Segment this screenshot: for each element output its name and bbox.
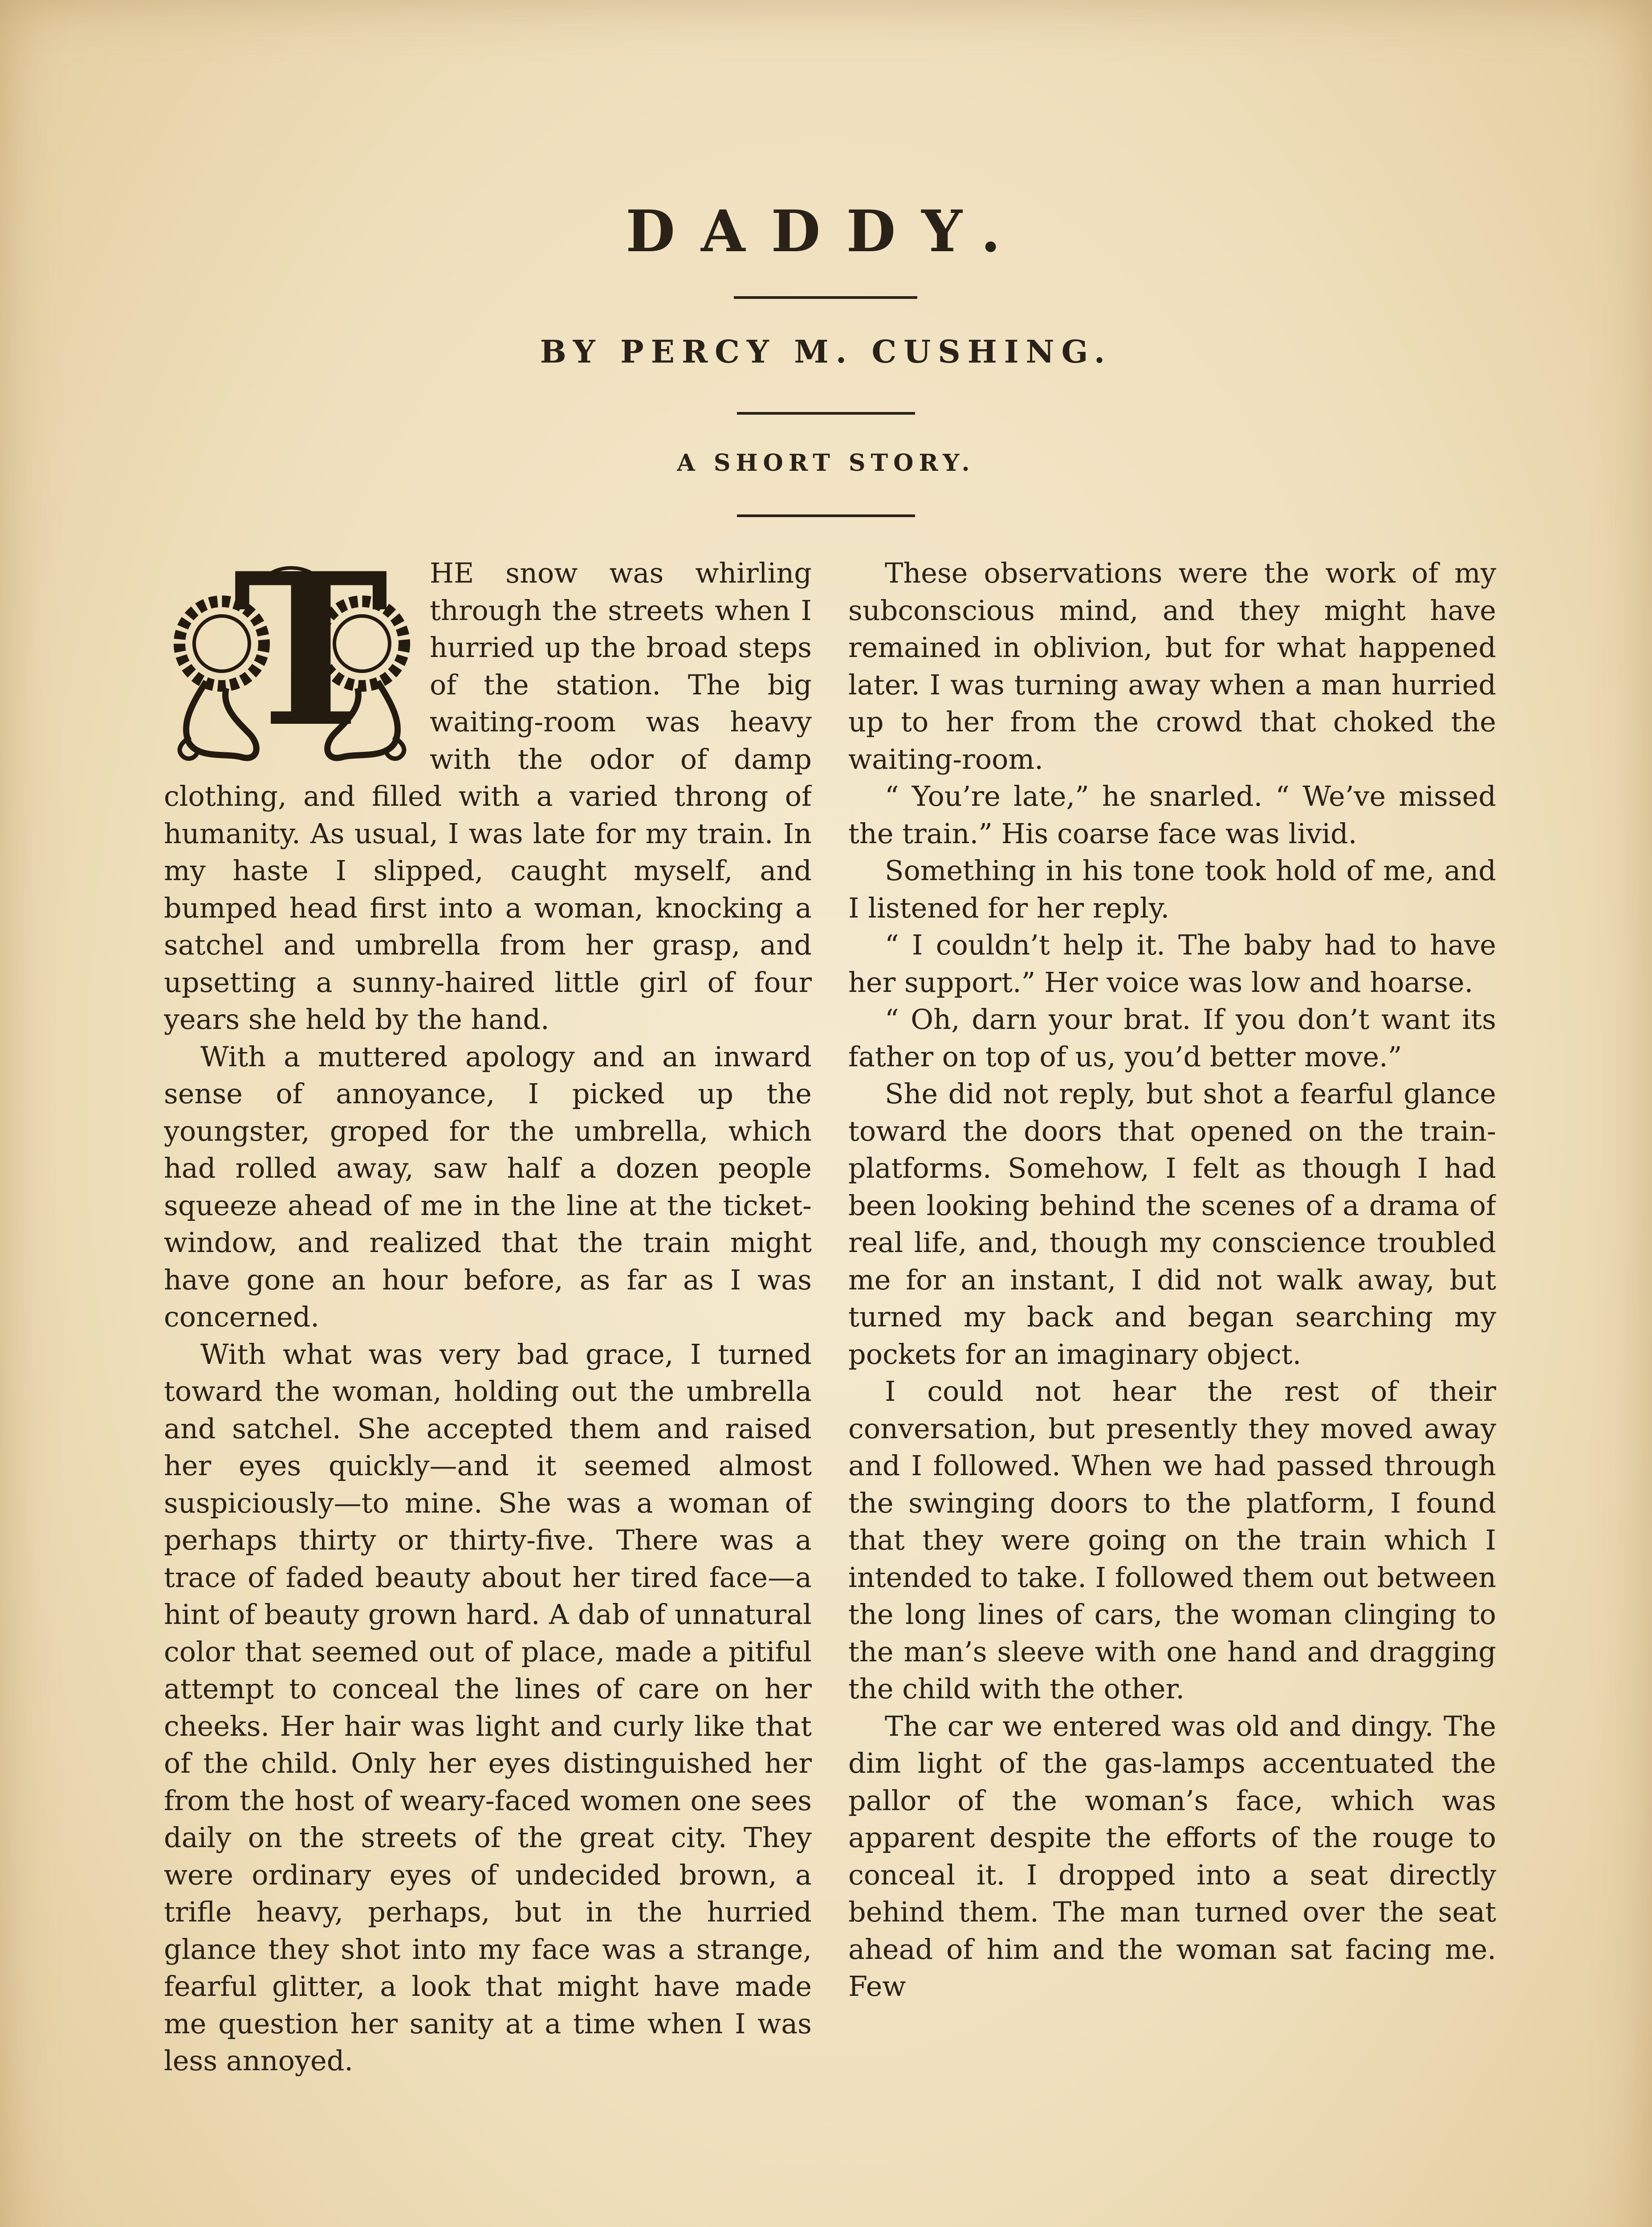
right-paragraph: She did not reply, but shot a fearful glance toward the doors that opened on the train-platforms. Somehow, I felt as though I had been looking behind the scenes of a drama of real life, and, though my conscience troubled me for an instant, I did not walk away, but turned my back and began searching my pockets for an imaginary object. [848,1077,1496,1370]
title-rule [734,296,917,299]
left-column [164,555,812,2203]
right-column [848,555,1496,2203]
story-subtitle: A SHORT STORY. [677,449,975,477]
story-title: DADDY. [626,198,1026,265]
opening-text: HE snow was whirling through the streets when I hurried up the broad steps of the station. The big waiting-room was heavy with the odor of damp clothing, and filled with a varied throng of humanity. As usual, I was late for my train. In my haste I slipped, caught myself, and bumped head first into a woman, knocking a satchel and umbrella from her grasp, and upsetting a sunny-haired little girl of four years she held by the hand. [164,557,812,1036]
byline-rule [737,412,915,415]
right-paragraph: I could not hear the rest of their conversation, but presently they moved away and I followed. When we had passed through the swinging doors to the platform, I found that they were going on the train which I intended to take. I followed them out between the long lines of cars, the woman clinging to the man’s sleeve with one hand and dragging the child with the other. [848,1375,1496,1705]
right-paragraph: “ You’re late,” he snarled. “ We’ve missed the train.” His coarse face was livid. [848,780,1496,850]
right-paragraph: The car we entered was old and dingy. The dim light of the gas-lamps accentuated the pallor of the woman’s face, which was apparent despite the efforts of the rouge to conceal it. I dropped into a seat directly behind them. The man turned over the seat ahead of him and the woman sat facing me. Few [848,1709,1496,2003]
opening-paragraph [164,555,812,1038]
left-paragraph: With a muttered apology and an inward sense of annoyance, I picked up the youngster, groped for the umbrella, which had rolled away, saw half a dozen people squeeze ahead of me in the line at the ticket-window, and realized that the train might have gone an hour before, as far as I was concerned. [164,1040,812,1333]
right-paragraph: “ I couldn’t help it. The baby had to have her support.” Her voice was low and hoarse. [848,929,1496,999]
right-paragraph: These observations were the work of my subconscious mind, and they might have remained in oblivion, but for what happened later. I was turning away when a man hurried up to her from the crowd that choked the waiting-room. [848,557,1496,775]
right-paragraph: Something in his tone took hold of me, and I listened for her reply. [848,854,1496,924]
left-paragraph: With what was very bad grace, I turned toward the woman, holding out the umbrella and satchel. She accepted them and raised her eyes quickly—and it seemed almost suspiciously—to mine. She was a woman of perhaps thirty or thirty-five. There was a trace of faded beauty about her tired face—a hint of beauty grown hard. A dab of unnatural color that seemed out of place, made a pitiful attempt to conceal the lines of care on her cheeks. Her hair was light and curly like that of the child. Only her eyes distinguished her from the host of weary-faced women one sees daily on the streets of the great city. They were ordinary eyes of undecided brown, a trifle heavy, perhaps, but in the hurried glance they shot into my face was a strange, fearful glitter, a look that might have made me question her sanity at a time when I was less annoyed. [164,1338,812,2077]
right-paragraph: “ Oh, darn your brat. If you don’t want its father on top of us, you’d better move.” [848,1003,1496,1073]
author-byline: BY PERCY M. CUSHING. [540,333,1112,370]
ornamental-drop-cap [164,555,420,777]
drop-cap-letter: T [233,555,389,773]
subtitle-rule [737,514,915,517]
